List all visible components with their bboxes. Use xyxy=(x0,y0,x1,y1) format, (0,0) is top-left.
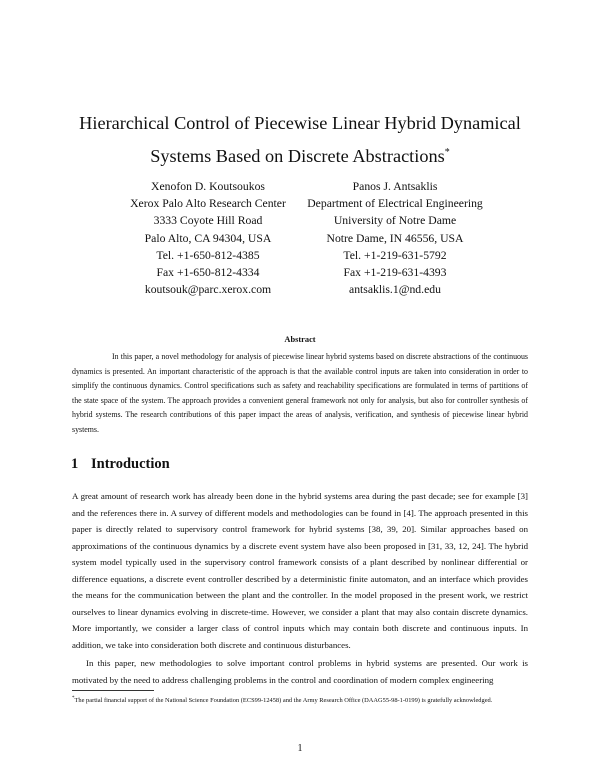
title-footnote-mark: * xyxy=(444,147,450,158)
author-fax: Fax +1-219-631-4393 xyxy=(343,266,447,280)
author-affiliation: Department of Electrical Engineering xyxy=(307,197,483,211)
author-street: 3333 Coyote Hill Road xyxy=(153,214,263,228)
section-title: Introduction xyxy=(91,456,170,472)
footnote xyxy=(72,692,528,708)
author-city: Palo Alto, CA 94304, USA xyxy=(144,231,272,245)
footnote-mark: * xyxy=(72,696,75,701)
author-name: Panos J. Antsaklis xyxy=(352,180,438,193)
section-number: 1 xyxy=(71,456,79,472)
paper-title xyxy=(40,109,560,171)
page-number: 1 xyxy=(297,743,303,754)
title-line-2-text: Systems Based on Discrete Abstractions xyxy=(150,146,445,166)
section-heading xyxy=(71,456,170,473)
title-line-1: Hierarchical Control of Piecewise Linear Hybrid Dynamical xyxy=(79,113,521,133)
author-affiliation: Xerox Palo Alto Research Center xyxy=(130,197,286,211)
title-line-2 xyxy=(40,138,560,171)
author-tel: Tel. +1-219-631-5792 xyxy=(343,248,447,262)
author-name: Xenofon D. Koutsoukos xyxy=(151,180,265,193)
abstract-heading: Abstract xyxy=(284,335,316,344)
footnote-rule xyxy=(72,690,154,691)
author-street: University of Notre Dame xyxy=(333,214,457,228)
body-paragraph-2: In this paper, new methodologies to solve important control problems in hybrid systems are presented. Our work is motivated by the need to address challenging problems in the control and coordination of modern complex engineering xyxy=(72,658,528,685)
author-email: antsaklis.1@nd.edu xyxy=(349,283,441,297)
author-email: koutsouk@parc.xerox.com xyxy=(144,283,272,297)
footnote-text: The partial financial support of the National Science Foundation (ECS99-12458) and the Army Research Office (DAAG55-98-1-0199) is gratefully acknowledged. xyxy=(74,697,493,704)
body-paragraph-1: A great amount of research work has already been done in the hybrid systems area during the past decade; see for example [3] and the references there in. A survey of different models and methodologies can be found in [4]. The approach presented in this paper is directly related to supervisory control framework for hybrid systems [38, 39, 20]. Similar approaches based on approximations of the continuous dynamics by a discrete event system have also been proposed in [31, 33, 12, 24]. The hybrid system model typically used in the supervisory control framework consists of a plant described by nonlinear differential or difference equations, a discrete event controller described by a deterministic finite automaton, and an interface which provides the means for the communication between the plant and the controller. In the model proposed in the present work, we restrict ourselves to linear dynamics evolving in discrete-time. However, we consider a plant that may also contain discrete dynamics. More importantly, we consider a larger class of control inputs which may contain both discrete and continuous inputs. In addition, we take into consideration both discrete and continuous disturbances. xyxy=(72,491,528,650)
author-tel: Tel. +1-650-812-4385 xyxy=(156,248,260,262)
author-city: Notre Dame, IN 46556, USA xyxy=(326,231,464,245)
author-fax: Fax +1-650-812-4334 xyxy=(156,266,260,280)
author-block-1 xyxy=(120,178,296,298)
author-block-2 xyxy=(300,178,490,298)
abstract-text: In this paper, a novel methodology for analysis of piecewise linear hybrid systems based on discrete abstractions of the continuous dynamics is presented. An important characteristic of the approach is that the available control inputs are taken into consideration in order to simplify the continuous dynamics. Control specifications such as safety and reachability specifications are formulated in terms of partitions of the state space of the system. The approach provides a convenient general framework not only for analysis, but also for controller synthesis of hybrid systems. The research contributions of this paper impact the areas of analysis, verification, and synthesis of piecewise linear hybrid systems. xyxy=(72,352,528,434)
